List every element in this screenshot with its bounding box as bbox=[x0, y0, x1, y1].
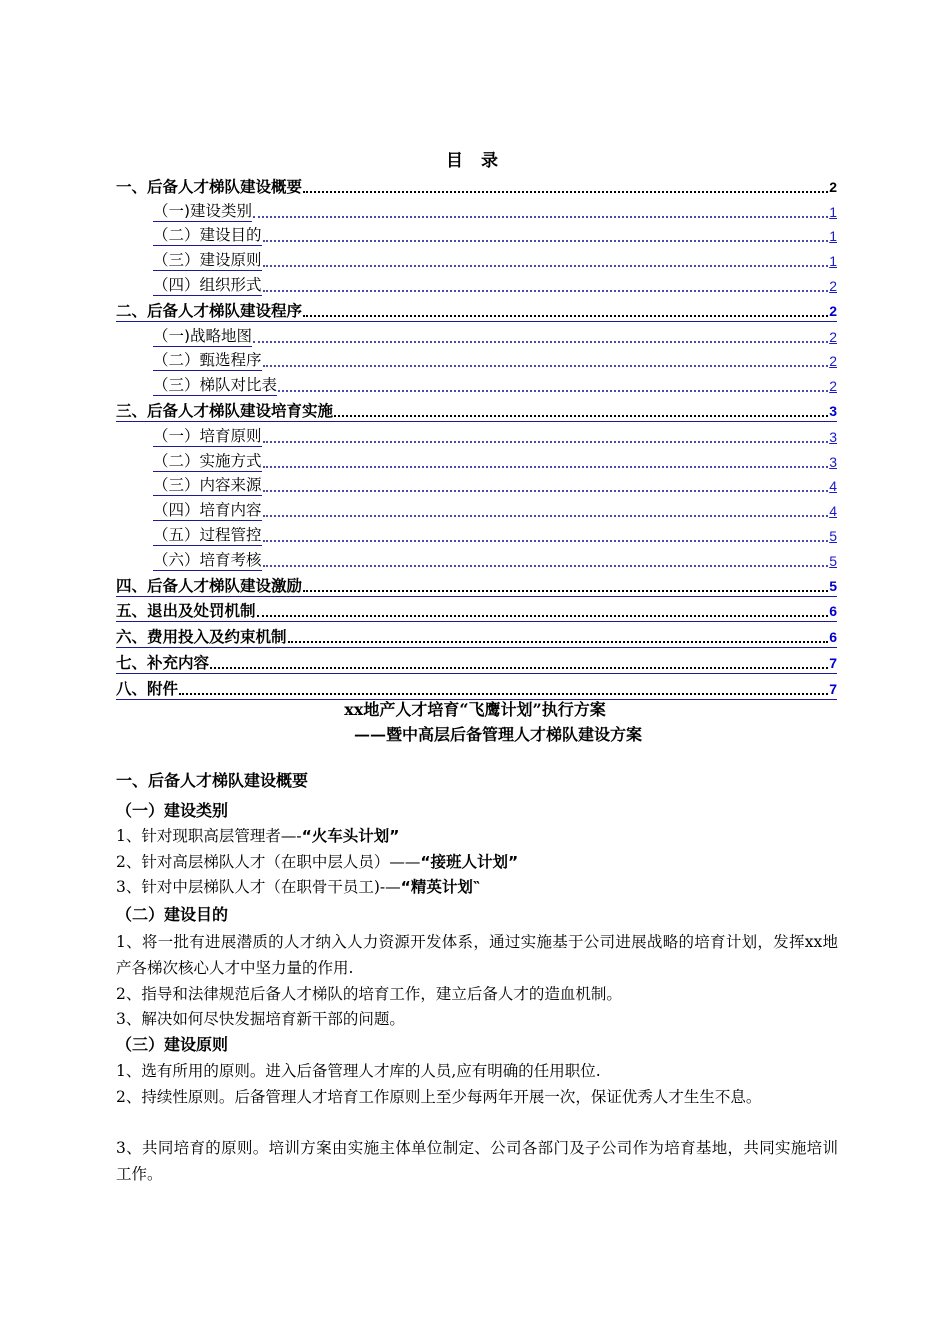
toc-entry[interactable] bbox=[116, 246, 837, 271]
toc-entry-label: 五、退出及处罚机制 bbox=[116, 602, 256, 621]
toc-leader-dots bbox=[288, 641, 829, 643]
toc-entry[interactable] bbox=[116, 648, 837, 674]
toc-leader-dots bbox=[263, 515, 829, 517]
toc-leader-dots bbox=[303, 315, 828, 317]
paragraph: 3、共同培育的原则。培训方案由实施主体单位制定、公司各部门及子公司作为培育基地，共同实施培训工作。 bbox=[116, 1139, 838, 1183]
toc-entry[interactable] bbox=[116, 521, 837, 546]
toc-entry-page: 2 bbox=[829, 302, 837, 319]
toc-title: 目 录 bbox=[446, 151, 504, 171]
category-text: 3、针对中层梯队人才（在职骨干员工)-— bbox=[116, 878, 401, 896]
toc-entry-page: 2 bbox=[829, 378, 837, 395]
toc-entry-label: （六）培育考核 bbox=[153, 550, 262, 569]
category-plan-name: “火车头计划” bbox=[301, 827, 400, 845]
toc-entry-label: （一)战略地图 bbox=[153, 326, 253, 345]
toc-leader-dots bbox=[179, 693, 828, 695]
toc-entry-label: （四）组织形式 bbox=[153, 275, 262, 294]
toc-leader-dots bbox=[253, 341, 828, 343]
toc-entry-page: 3 bbox=[829, 428, 837, 445]
toc-entry[interactable] bbox=[116, 222, 837, 247]
toc-entry-label: （三）梯队对比表 bbox=[153, 376, 278, 395]
document-subtitle: ——暨中高层后备管理人才梯队建设方案 bbox=[353, 725, 642, 744]
toc-entry-label: 六、费用投入及约束机制 bbox=[116, 628, 287, 647]
toc-entry-page: 4 bbox=[829, 478, 837, 495]
toc-leader-dots bbox=[263, 441, 829, 443]
toc-entry-label: （二）实施方式 bbox=[153, 451, 262, 470]
toc-entry-label: 七、补充内容 bbox=[116, 653, 210, 672]
toc-entry-page: 3 bbox=[829, 402, 837, 419]
toc-leader-dots bbox=[253, 216, 828, 218]
toc-entry[interactable] bbox=[116, 347, 837, 372]
toc-entry-page: 2 bbox=[829, 328, 837, 345]
toc-entry[interactable] bbox=[116, 271, 837, 296]
toc-entry-page: 5 bbox=[829, 577, 837, 594]
toc-entry[interactable] bbox=[116, 546, 837, 571]
table-of-contents bbox=[116, 172, 837, 700]
toc-leader-dots bbox=[263, 265, 829, 267]
toc-entry-page: 1 bbox=[829, 253, 837, 270]
toc-leader-dots bbox=[263, 540, 829, 542]
category-item bbox=[116, 823, 838, 849]
toc-entry[interactable] bbox=[116, 197, 837, 222]
category-plan-name: “接班人计划” bbox=[420, 853, 519, 871]
toc-entry-label: （一）培育原则 bbox=[153, 426, 262, 445]
subsection-heading: （二）建设目的 bbox=[116, 905, 229, 924]
toc-entry-label: 一、后备人才梯队建设概要 bbox=[116, 177, 303, 196]
toc-leader-dots bbox=[263, 240, 829, 242]
toc-entry-page: 5 bbox=[829, 527, 837, 544]
toc-entry[interactable] bbox=[116, 571, 837, 597]
toc-entry-label: （二）建设目的 bbox=[153, 226, 262, 245]
toc-entry[interactable] bbox=[116, 172, 837, 197]
subsection-heading: （一）建设类别 bbox=[116, 801, 229, 820]
toc-leader-dots bbox=[263, 565, 829, 567]
paragraph: 1、将一批有进展潜质的人才纳入人力资源开发体系，通过实施基于公司进展战略的培育计划，发挥xx地产各梯次核心人才中坚力量的作用. bbox=[116, 933, 838, 977]
toc-entry-page: 3 bbox=[829, 453, 837, 470]
toc-entry-page: 1 bbox=[829, 228, 837, 245]
toc-entry-label: （一)建设类别 bbox=[153, 201, 253, 220]
toc-leader-dots bbox=[303, 191, 828, 193]
toc-entry-label: （二）甄选程序 bbox=[153, 351, 262, 370]
toc-entry-label: 四、后备人才梯队建设激励 bbox=[116, 576, 303, 595]
toc-entry-page: 2 bbox=[829, 277, 837, 294]
toc-entry-label: （三）建设原则 bbox=[153, 251, 262, 270]
toc-entry-page: 7 bbox=[829, 654, 837, 671]
toc-entry[interactable] bbox=[116, 422, 837, 447]
category-item bbox=[116, 874, 838, 900]
toc-leader-dots bbox=[257, 615, 829, 617]
toc-entry-label: （五）过程管控 bbox=[153, 525, 262, 544]
toc-entry[interactable] bbox=[116, 674, 837, 700]
toc-entry-page: 1 bbox=[829, 203, 837, 220]
toc-leader-dots bbox=[263, 466, 829, 468]
toc-entry[interactable] bbox=[116, 296, 837, 322]
toc-entry-page: 6 bbox=[829, 603, 837, 620]
paragraph: 2、持续性原则。后备管理人才培育工作原则上至少每两年开展一次，保证优秀人才生生不息。 bbox=[116, 1088, 762, 1106]
toc-entry-page: 2 bbox=[829, 178, 837, 195]
paragraph: 3、解决如何尽快发掘培育新干部的问题。 bbox=[116, 1010, 405, 1028]
toc-entry[interactable] bbox=[116, 447, 837, 472]
paragraph: 1、选有所用的原则。进入后备管理人才库的人员,应有明确的任用职位. bbox=[116, 1062, 601, 1080]
toc-leader-dots bbox=[278, 390, 828, 392]
toc-entry[interactable] bbox=[116, 597, 837, 623]
toc-leader-dots bbox=[303, 590, 828, 592]
toc-entry-label: （四）培育内容 bbox=[153, 501, 262, 520]
category-item bbox=[116, 849, 838, 875]
paragraph: 2、指导和法律规范后备人才梯队的培育工作，建立后备人才的造血机制。 bbox=[116, 985, 622, 1003]
category-text: 1、针对现职高层管理者—- bbox=[116, 827, 302, 845]
toc-entry-page: 2 bbox=[829, 353, 837, 370]
toc-leader-dots bbox=[210, 667, 828, 669]
toc-leader-dots bbox=[334, 415, 828, 417]
toc-entry[interactable] bbox=[116, 371, 837, 396]
toc-entry-page: 6 bbox=[829, 629, 837, 646]
document-title: xx地产人才培育“飞鹰计划”执行方案 bbox=[344, 700, 606, 719]
toc-entry-page: 4 bbox=[829, 503, 837, 520]
toc-entry[interactable] bbox=[116, 396, 837, 422]
toc-entry[interactable] bbox=[116, 496, 837, 521]
toc-entry-page: 5 bbox=[829, 552, 837, 569]
toc-leader-dots bbox=[263, 290, 829, 292]
toc-leader-dots bbox=[263, 490, 829, 492]
category-plan-name: “精英计划‶ bbox=[400, 878, 480, 896]
section-heading: 一、后备人才梯队建设概要 bbox=[116, 771, 309, 790]
category-text: 2、针对高层梯队人才（在职中层人员）—— bbox=[116, 853, 421, 871]
toc-entry-page: 7 bbox=[829, 680, 837, 697]
toc-leader-dots bbox=[263, 365, 829, 367]
toc-entry-label: （三）内容来源 bbox=[153, 476, 262, 495]
toc-entry-label: 三、后备人才梯队建设培育实施 bbox=[116, 401, 334, 420]
toc-entry[interactable] bbox=[116, 622, 837, 648]
toc-entry-label: 八、附件 bbox=[116, 679, 179, 698]
toc-entry-label: 二、后备人才梯队建设程序 bbox=[116, 301, 303, 320]
subsection-heading: （三）建设原则 bbox=[116, 1035, 229, 1054]
toc-entry[interactable] bbox=[116, 322, 837, 347]
toc-entry[interactable] bbox=[116, 472, 837, 497]
